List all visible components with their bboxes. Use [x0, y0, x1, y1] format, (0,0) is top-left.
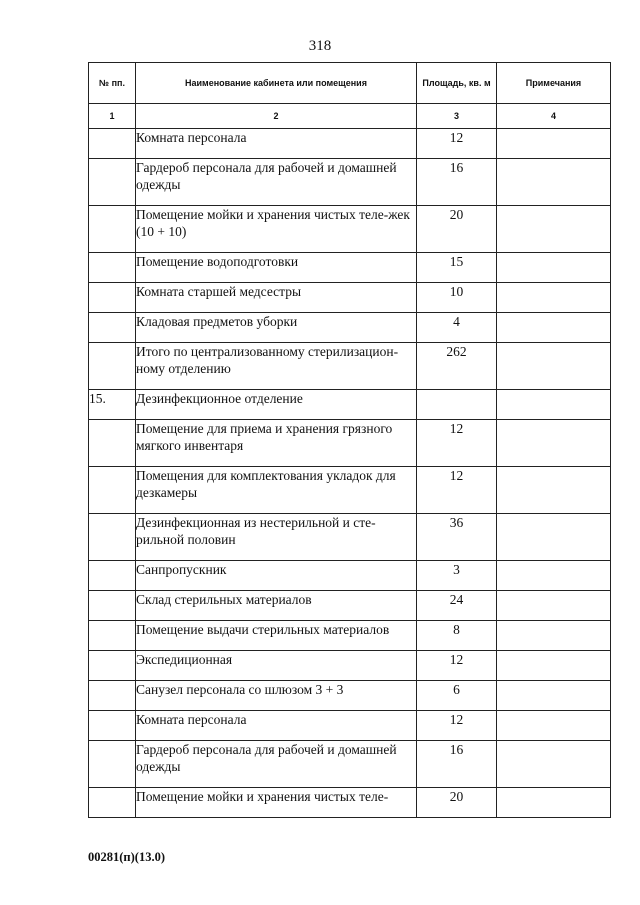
- room-note: [497, 343, 611, 390]
- table-row: [89, 253, 611, 283]
- table-row: [89, 711, 611, 741]
- room-note: [497, 206, 611, 253]
- room-note: [497, 420, 611, 467]
- table-row: [89, 343, 611, 390]
- header-number: № пп.: [89, 63, 136, 104]
- room-area: 36: [417, 514, 497, 561]
- row-number: [89, 514, 136, 561]
- room-area: 3: [417, 561, 497, 591]
- room-note: [497, 313, 611, 343]
- room-note: [497, 621, 611, 651]
- room-area: 4: [417, 313, 497, 343]
- room-name: Санузел персонала со шлюзом 3 + 3: [136, 681, 417, 711]
- room-name: Дезинфекционная из нестерильной и сте-рильной половин: [136, 514, 417, 561]
- room-area: 12: [417, 467, 497, 514]
- header-area: Площадь, кв. м: [417, 63, 497, 104]
- row-number: [89, 591, 136, 621]
- room-name: Гардероб персонала для рабочей и домашней одежды: [136, 159, 417, 206]
- room-area: 12: [417, 651, 497, 681]
- room-area: 24: [417, 591, 497, 621]
- row-number: [89, 206, 136, 253]
- room-name: Дезинфекционное отделение: [136, 390, 417, 420]
- table-header-row: [89, 63, 611, 104]
- table-row: [89, 561, 611, 591]
- table-row: [89, 283, 611, 313]
- table-row: [89, 129, 611, 159]
- row-number: [89, 253, 136, 283]
- room-note: [497, 651, 611, 681]
- table-row: [89, 591, 611, 621]
- document-code: 00281(п)(13.0): [88, 850, 165, 864]
- table-row: [89, 420, 611, 467]
- room-name: Помещение мойки и хранения чистых теле-жек (10 + 10): [136, 206, 417, 253]
- room-area: 12: [417, 129, 497, 159]
- room-note: [497, 788, 611, 818]
- room-area: 15: [417, 253, 497, 283]
- table-row: [89, 159, 611, 206]
- row-number: [89, 741, 136, 788]
- table-row: [89, 788, 611, 818]
- room-name: Комната персонала: [136, 129, 417, 159]
- rooms-table: [88, 62, 611, 818]
- room-note: [497, 711, 611, 741]
- room-note: [497, 514, 611, 561]
- row-number: [89, 283, 136, 313]
- room-name: Помещение для приема и хранения грязного мягкого инвентаря: [136, 420, 417, 467]
- room-area: 10: [417, 283, 497, 313]
- table-row: [89, 681, 611, 711]
- room-note: [497, 253, 611, 283]
- table-row: [89, 206, 611, 253]
- room-name: Комната персонала: [136, 711, 417, 741]
- row-number: [89, 621, 136, 651]
- room-note: [497, 129, 611, 159]
- room-area: 20: [417, 206, 497, 253]
- room-area: 6: [417, 681, 497, 711]
- room-area: 12: [417, 420, 497, 467]
- room-name: Экспедиционная: [136, 651, 417, 681]
- column-numbers-row: [89, 104, 611, 129]
- table-row: [89, 741, 611, 788]
- room-note: [497, 741, 611, 788]
- table-row: [89, 621, 611, 651]
- table-row: [89, 514, 611, 561]
- room-area: 12: [417, 711, 497, 741]
- row-number: [89, 681, 136, 711]
- room-note: [497, 467, 611, 514]
- table-row: [89, 651, 611, 681]
- row-number: [89, 129, 136, 159]
- row-number: [89, 651, 136, 681]
- page-number: 318: [308, 38, 332, 54]
- room-note: [497, 390, 611, 420]
- room-note: [497, 591, 611, 621]
- room-name: Санпропускник: [136, 561, 417, 591]
- room-note: [497, 681, 611, 711]
- room-area: 16: [417, 159, 497, 206]
- room-area: 8: [417, 621, 497, 651]
- room-name: Помещение выдачи стерильных материалов: [136, 621, 417, 651]
- row-number: [89, 313, 136, 343]
- table-row: [89, 467, 611, 514]
- row-number: [89, 467, 136, 514]
- room-area: 16: [417, 741, 497, 788]
- room-name: Итого по централизованному стерилизацион-ному отделению: [136, 343, 417, 390]
- room-area: [417, 390, 497, 420]
- row-number: [89, 711, 136, 741]
- room-name: Помещения для комплектования укладок для дезкамеры: [136, 467, 417, 514]
- room-name: Склад стерильных материалов: [136, 591, 417, 621]
- room-note: [497, 561, 611, 591]
- column-number: 4: [497, 104, 611, 129]
- room-name: Кладовая предметов уборки: [136, 313, 417, 343]
- row-number: [89, 343, 136, 390]
- room-area: 262: [417, 343, 497, 390]
- row-number: [89, 561, 136, 591]
- row-number: 15.: [89, 390, 136, 420]
- room-name: Помещение мойки и хранения чистых теле-: [136, 788, 417, 818]
- header-notes: Примечания: [497, 63, 611, 104]
- room-note: [497, 283, 611, 313]
- row-number: [89, 159, 136, 206]
- room-name: Гардероб персонала для рабочей и домашней одежды: [136, 741, 417, 788]
- column-number: 1: [89, 104, 136, 129]
- table-row: [89, 390, 611, 420]
- row-number: [89, 788, 136, 818]
- column-number: 3: [417, 104, 497, 129]
- table-row: [89, 313, 611, 343]
- room-note: [497, 159, 611, 206]
- room-name: Помещение водоподготовки: [136, 253, 417, 283]
- header-room-name: Наименование кабинета или помещения: [136, 63, 417, 104]
- room-area: 20: [417, 788, 497, 818]
- column-number: 2: [136, 104, 417, 129]
- room-name: Комната старшей медсестры: [136, 283, 417, 313]
- row-number: [89, 420, 136, 467]
